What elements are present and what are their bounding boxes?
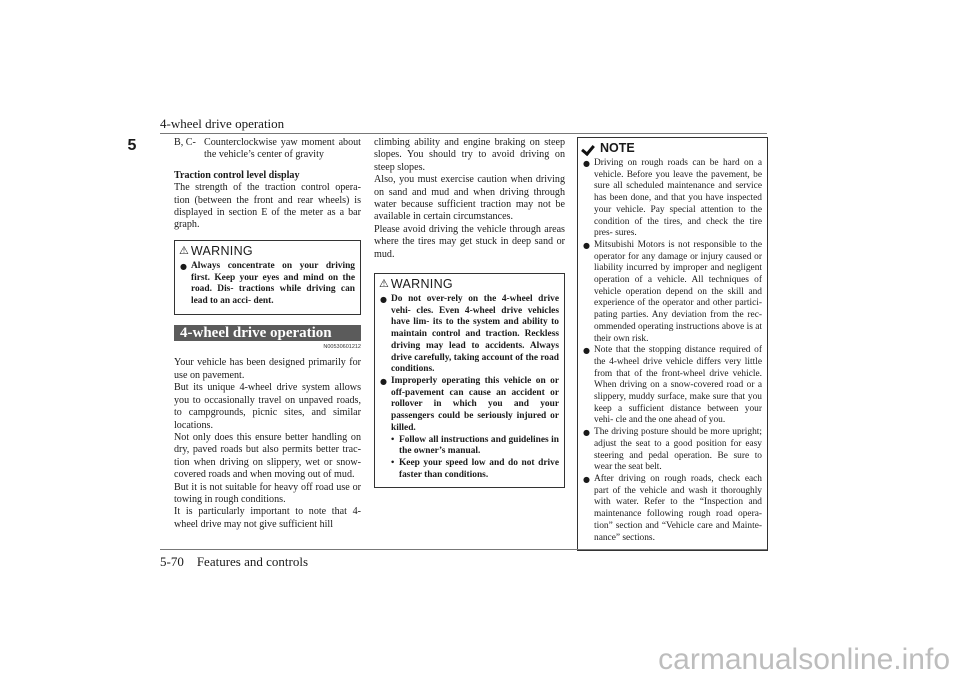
note-box-title: NOTE (578, 138, 767, 158)
warning-box-2-body (375, 294, 564, 487)
bullet-dot-icon: ● (583, 428, 590, 438)
paragraph: But its unique 4-wheel drive system allows you to occasionally travel on unpaved roads, to campgrounds, picnic sites, and similar locations. (174, 382, 361, 431)
checkmark-icon (582, 142, 596, 154)
bullet-dot-icon: ● (583, 240, 590, 250)
note-box-body (578, 158, 767, 550)
header-rule (160, 133, 767, 134)
bullet-dot-icon: ● (180, 261, 187, 271)
warning-box-1-title: ⚠ WARNING (179, 243, 253, 258)
list-item: ● After driving on rough roads, check each part of the vehicle and wash it thoroughly with water. Refer to the “Inspection and maintenance following rough road opera- tion” section and “Vehicle care and Mainte- nance” sections. (583, 473, 762, 543)
paragraph: Your vehicle has been designed primarily for use on pavement. (174, 357, 361, 381)
paragraph: climbing ability and engine braking on steep slopes. You should try to avoid driving on steep slopes. (374, 137, 565, 173)
paragraph: It is particularly important to note that 4- wheel drive may not give sufficient hill (174, 506, 361, 530)
page-header-title: 4-wheel drive operation (160, 116, 285, 131)
paragraph: Not only does this ensure better handling on dry, paved roads but also permits better trac- tion when driving on slippery, wet or snow- covered roads and when moving out of mud. (174, 431, 361, 481)
bullet-dot-icon: ● (583, 474, 590, 484)
warning-triangle-icon: ⚠ (179, 243, 189, 257)
column-2 (374, 137, 565, 488)
page-footer: 5-70 Features and controls (160, 554, 309, 569)
list-item: ● Improperly operating this vehicle on or off-pavement can cause an accident or rollover in which you and your passengers could be seriously injured or killed. (380, 375, 559, 433)
bullet-dot-icon: ● (583, 159, 590, 168)
bullet-dot-icon: ● (380, 295, 387, 305)
warning-box-2-title: ⚠ WARNING (379, 276, 453, 291)
warning-box-1-body (175, 261, 360, 314)
term-definition (174, 137, 361, 162)
warning-box-1 (174, 240, 361, 315)
footer-rule (160, 549, 767, 550)
list-item: ● The driving posture should be more upright; adjust the seat to a good position for easy steering and pedal operation. Be sure to wear the seat belt. (583, 427, 762, 473)
column-1 (174, 137, 361, 531)
traction-text: The strength of the traction control opera- tion (between the front and rear wheels) is displayed in section E of the meter as a bar graph. (174, 182, 361, 231)
warning-triangle-icon: ⚠ (379, 276, 389, 290)
list-item: ● Mitsubishi Motors is not responsible to the operator for any damage or injury caused or liability incurred by improper and negligent operation of a vehicle. All techniques of vehicle operation depend on the skill and experience of the operator and other partici- pating parties. Any deviation from the rec- ommended operating instructions above is at their own risk. (583, 239, 762, 344)
term-key: B, C- (174, 137, 196, 148)
sub-list-item: • Keep your speed low and do not drive faster than conditions. (391, 457, 559, 480)
warning-box-2 (374, 273, 565, 488)
note-box (577, 137, 768, 551)
list-item: ● Always concentrate on your driving first. Keep your eyes and mind on the road. Dis- tractions while driving can lead to an acci- dent. (180, 260, 355, 306)
section-title: 4-wheel drive operation (174, 325, 361, 341)
bullet-dot-icon: ● (583, 346, 590, 356)
traction-heading: Traction control level display (174, 169, 300, 181)
list-item: ● Driving on rough roads can be hard on a vehicle. Before you leave the pavement, be sure all scheduled maintenance and service has been done, and that you have inspected your vehicle. Pay special attention to the condition of the tires, and check the tire pres- sures. (583, 158, 762, 239)
list-item: ● Do not over-rely on the 4-wheel drive vehi- cles. Even 4-wheel drive vehicles have lim- its to the system and ability to maintain control and traction. Reckless driving may lead to accidents. Always drive carefully, taking account of the road conditions. (380, 294, 559, 375)
watermark: carmanualsonline.info (658, 643, 950, 676)
term-value: Counterclockwise yaw moment about the vehicle’s center of gravity (204, 137, 361, 161)
paragraph: But it is not suitable for heavy off road use or towing in rough conditions. (174, 481, 361, 505)
chapter-tab: 5 (127, 137, 137, 154)
sub-list-item: • Follow all instructions and guidelines in the owner’s manual. (391, 434, 559, 457)
paragraph: Please avoid driving the vehicle through areas where the tires may get stuck in deep sand or mud. (374, 223, 565, 260)
bullet-dot-icon: ● (380, 376, 387, 386)
section-code: N00530601212 (323, 344, 361, 351)
paragraph: Also, you must exercise caution when driving on sand and mud and when driving through water because sufficient traction may not be available in certain circumstances. (374, 174, 565, 223)
list-item: ● Note that the stopping distance required of the 4-wheel drive vehicle differs very little from that of the front-wheel drive vehicle. When driving on a snow-covered road or a slippery, muddy surface, make sure that you keep a sufficient distance between your vehi- cle and the one ahead of you. (583, 345, 762, 426)
